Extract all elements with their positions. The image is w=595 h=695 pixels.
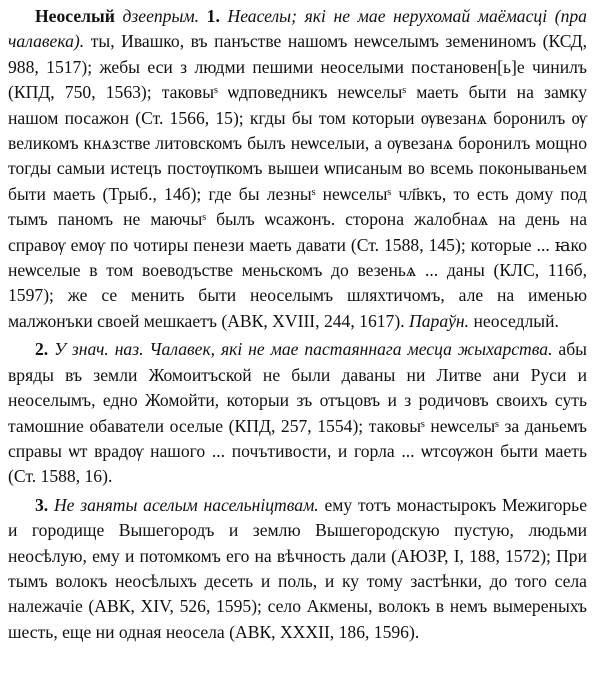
sense-citations: ему тотъ монастырокъ Межигорье и городище Вышегородъ и землю Вышегородскую пустую, людьми неосѣлую, ему и потомкомъ его на вѣчность дали (АЮЗР, I, 188, 1572); При тымъ волокъ неосѣлыхъ десеть и поль, и ку тому застѣнки, до того села належачіе (АВК, XIV, 526, 1595); село Акмены, волокъ в немъ вымереныхъ шесть, еще ни одная неосела (АВК, XXXII, 186, 1596). <box>8 494 588 642</box>
sense-gloss: Неаселы; які не мае нерухомай маёмасці (пра чалавека). <box>8 6 587 52</box>
sense-3-paragraph <box>8 493 587 645</box>
sense-number: 1. <box>206 6 220 26</box>
headword: Неоселый <box>35 6 115 26</box>
sense-gloss: Не заняты аселым насельніцтвам. <box>53 494 319 515</box>
sense-2-paragraph <box>8 337 587 489</box>
sense-number: 3. <box>35 494 49 515</box>
part-of-speech: дзеепрым. <box>122 6 200 26</box>
sense-gloss: У знач. наз. Чалавек, які не мае пастаяннага месца жыхарства. <box>54 339 553 360</box>
sense-number: 2. <box>35 339 49 360</box>
compare-label: Параўн. <box>409 310 470 331</box>
sense-citations: абы вряды въ земли Жомоитъской не были даваны ни Литве ани Руси и неоселымъ, едно Жомойти, которыи зъ отъцовъ и з родичовъ своихъ суть тамошние обаватели оселые (КПД, 257, 1554); таковыˢ неѡселыˢ за даньемъ справы ѡт врадѹ нашого ... почътивости, и горла ... ѡтсѹжон быти маеть (Ст. 1588, 16). <box>8 339 587 487</box>
sense-citations: ты, Ивашко, въ панъстве нашомъ неѡселымъ земениномъ (КСД, 988, 1517); жебы еси з людми пешими неоселыми постановен[ь]е чинилъ (КПД, 750, 1563); таковыˢ ѡдповедникъ неѡселыˢ маеть быти на замку нашом посажон (Ст. 1566, 15); кгды бы том которыи ѹвезанѧ боронилъ ѹ великомъ кнѧзстве литовскомъ былъ неѡселыи, а ѹвезанѧ боронилъ мощно тогды самыи истецъ постѹпкомъ вышеи ѡписаным во всемь поконываньем быти маеть (Трыб., 14б); где бы лезныˢ неѡселыˢ чл҃вкъ, то есть дому под тымъ паномъ не маючыˢ былъ ѡсажонъ. сторона жалобнаѧ на день на справѹ емѹ по чотиры пенези маеть давати (Ст. 1588, 145); которые ... ꙗко неѡселые в том воеводъстве меньскомъ до везеньѧ ... даны (КЛС, 116б, 1597); же се менить быти неоселымъ шляхтичомъ, але на именью малжонъки своей мешкаетъ (АВК, XVIII, 244, 1617). <box>8 31 587 331</box>
sense-1-paragraph <box>8 4 587 334</box>
cross-reference: неоседлый. <box>473 310 559 331</box>
